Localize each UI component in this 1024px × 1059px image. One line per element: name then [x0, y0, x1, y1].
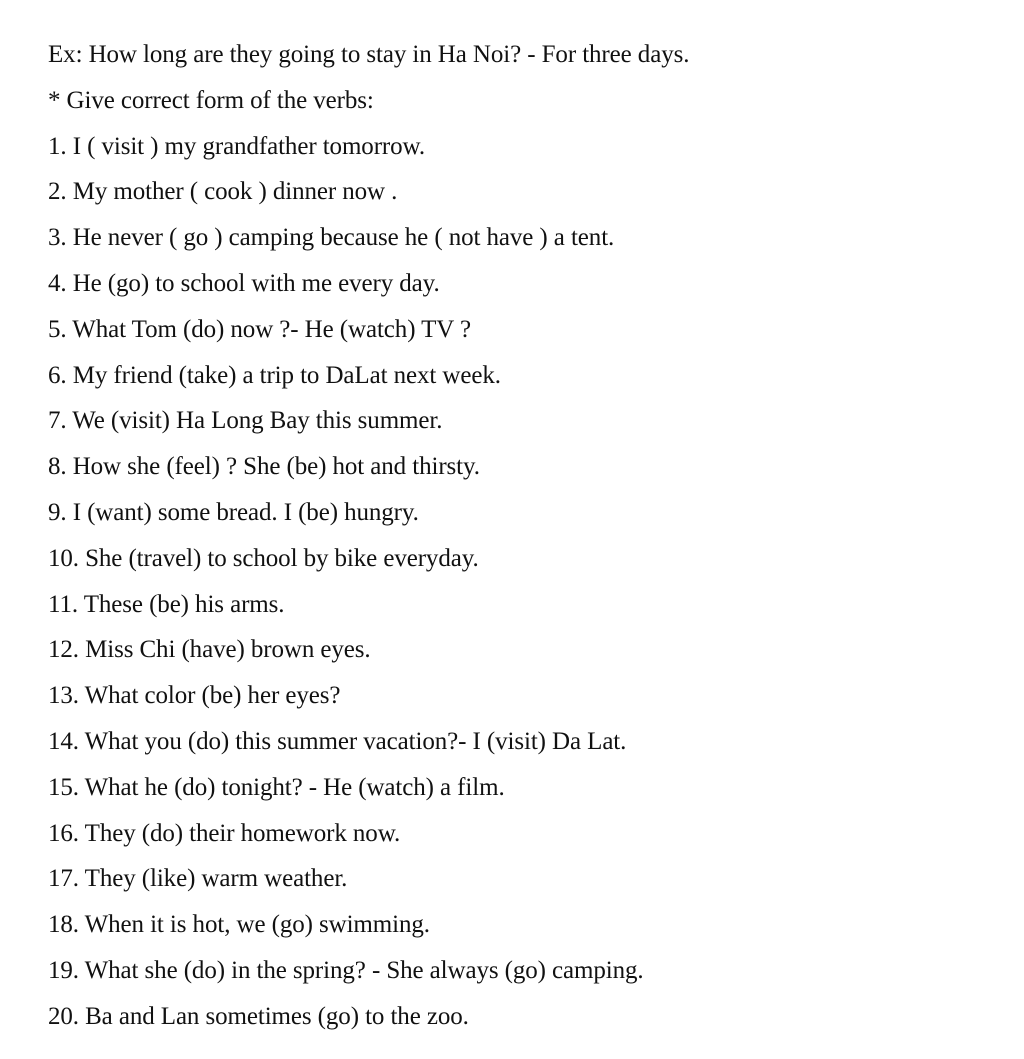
exercise-item: 2. My mother ( cook ) dinner now . — [48, 178, 398, 206]
exercise-item: 11. These (be) his arms. — [48, 590, 285, 618]
exercise-item: 18. When it is hot, we (go) swimming. — [48, 911, 430, 939]
exercise-item: 13. What color (be) her eyes? — [48, 682, 341, 710]
exercise-item: 15. What he (do) tonight? - He (watch) a film. — [48, 773, 505, 801]
exercise-item: 6. My friend (take) a trip to DaLat next week. — [48, 361, 501, 389]
exercise-item: 3. He never ( go ) camping because he ( not have ) a tent. — [48, 224, 615, 252]
exercise-item: 17. They (like) warm weather. — [48, 865, 348, 893]
exercise-item: 9. I (want) some bread. I (be) hungry. — [48, 498, 419, 526]
exercise-item: 4. He (go) to school with me every day. — [48, 269, 440, 297]
instruction-line: * Give correct form of the verbs: — [48, 86, 374, 114]
exercise-item: 5. What Tom (do) now ?- He (watch) TV ? — [48, 315, 471, 343]
exercise-item: 14. What you (do) this summer vacation?- I (visit) Da Lat. — [48, 727, 627, 755]
exercise-item: 1. I ( visit ) my grandfather tomorrow. — [48, 132, 426, 160]
exercise-item: 7. We (visit) Ha Long Bay this summer. — [48, 407, 443, 435]
worksheet — [48, 32, 1008, 1040]
exercise-item: 8. How she (feel) ? She (be) hot and thirsty. — [48, 453, 480, 481]
exercise-item: 20. Ba and Lan sometimes (go) to the zoo. — [48, 1002, 469, 1030]
exercise-item: 10. She (travel) to school by bike everyday. — [48, 544, 479, 572]
exercise-item: 19. What she (do) in the spring? - She always (go) camping. — [48, 956, 644, 984]
exercise-item: 16. They (do) their homework now. — [48, 819, 401, 847]
example-line: Ex: How long are they going to stay in Ha Noi? - For three days. — [48, 41, 690, 68]
exercise-item: 12. Miss Chi (have) brown eyes. — [48, 636, 371, 664]
